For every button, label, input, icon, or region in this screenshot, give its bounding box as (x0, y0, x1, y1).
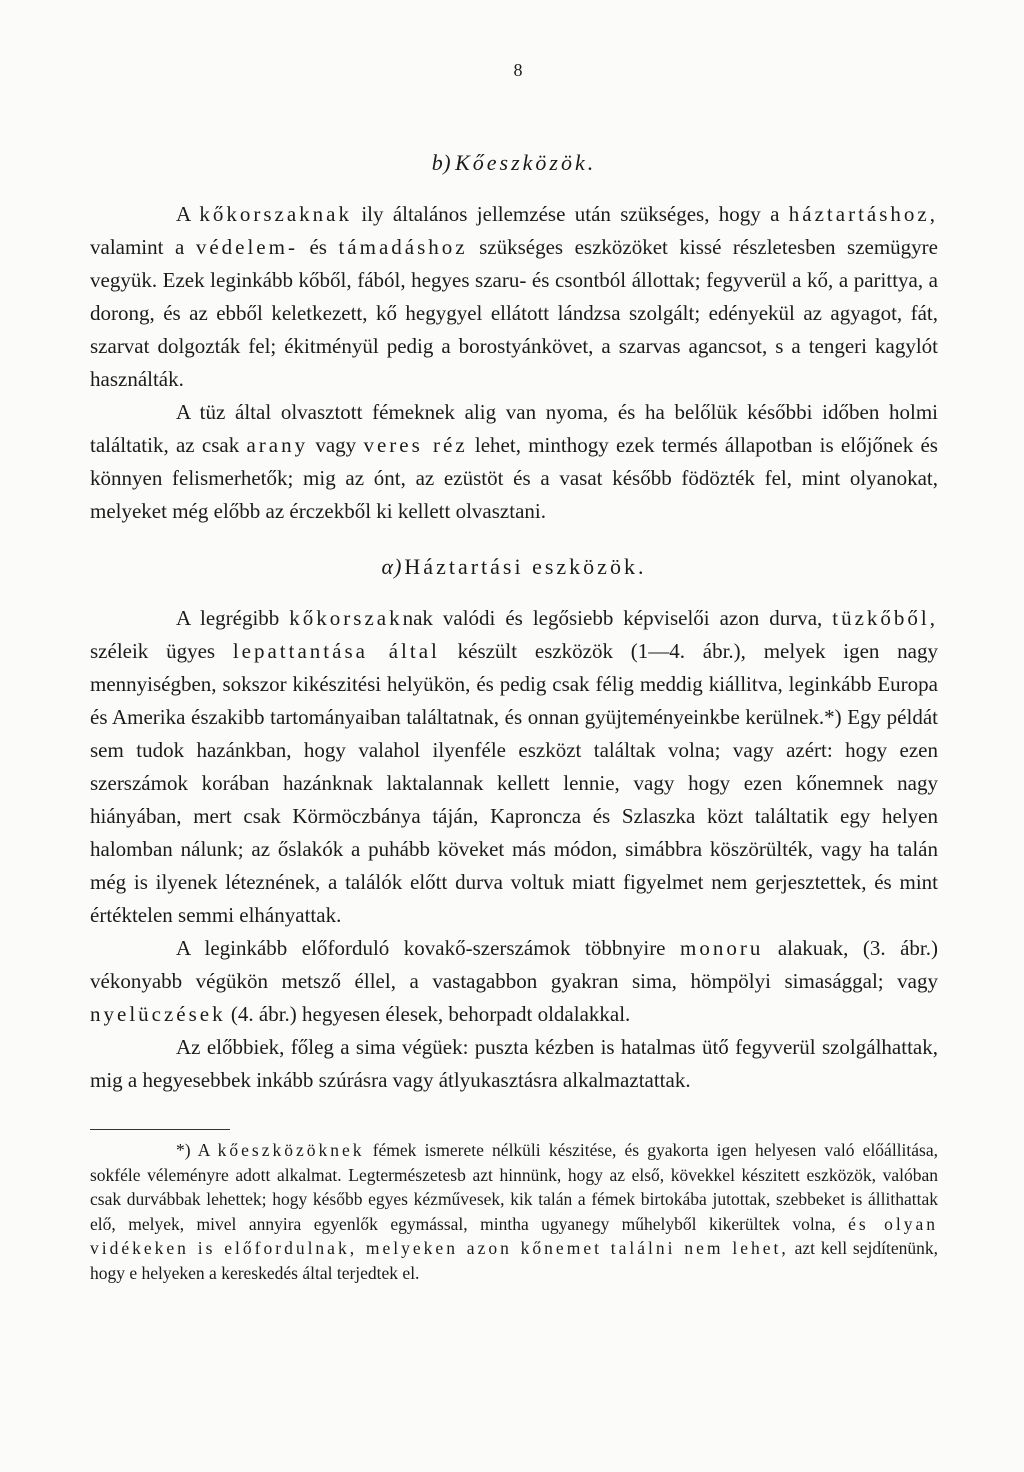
spaced-word: nyelüczések (90, 1002, 226, 1026)
spaced-word: támadáshoz (338, 235, 468, 259)
spaced-word: védelem- (195, 235, 298, 259)
section-heading-title: Kőeszközök. (455, 150, 597, 175)
paragraph-2: A tüz által olvasztott fémeknek alig van nyoma, és ha belőlük későbbi időben holmi találtatik, az csak arany vagy veres réz lehet, minthogy ezek termés állapotban is előjőnek és könnyen felismerhetők; mig az ónt, az ezüstöt és a vasat később födözték fel, mint olyanokat, melyeket még előbb az érczekből ki kellett olvasztani. (90, 400, 938, 523)
spaced-word: tüzkőből, (832, 606, 939, 630)
paragraph-5: Az előbbiek, főleg a sima végüek: puszta kézben is hatalmas ütő fegyverül szolgálhattak, mig a hegyesebbek inkább szúrásra vagy átlyukasztásra alkalmaztattak. (90, 1035, 938, 1092)
footnote (90, 1138, 938, 1285)
paragraph-1: A kőkorszaknak ily általános jellemzése után szükséges, hogy a háztartáshoz, valamint a védelem- és támadáshoz szükséges eszközöket kissé részletesben szemügyre vegyük. Ezek leginkább kőből, fából, hegyes szaru- és csontból állottak; fegyverül a kő, a parittya, a dorong, és az ebből keletkezett, kő hegygyel ellátott lándzsa szolgált; edényekül az agyagot, fát, szarvat dolgozták fel; ékitményül pedig a borostyánkövet, a szarvas agancsot, s a tengeri kagylót használták. (90, 202, 938, 391)
spaced-word: veres réz (363, 433, 468, 457)
spaced-word: arany (246, 433, 309, 457)
sub-heading-label: α) (381, 554, 403, 579)
spaced-word: lepattantása által (232, 639, 440, 663)
sub-heading (90, 554, 938, 580)
spaced-word: és olyan vidékeken is előfordulnak, melyeken azon kőnemet találni nem lehet, (90, 1213, 938, 1258)
paragraph-4: A leginkább előforduló kovakő-szerszámok többnyire monoru alakuak, (3. ábr.) vékonyabb végükön metsző éllel, a vastagabbon gyakran sima, hömpölyi simasággal; vagy nyelüczések (4. ábr.) hegyesen élesek, behorpadt oldalakkal. (90, 936, 938, 1026)
sub-heading-title: Háztartási eszközök. (404, 554, 647, 579)
spaced-word: monoru (680, 936, 764, 960)
footnote-divider (90, 1129, 230, 1130)
spaced-word: kőkorszak (289, 606, 403, 630)
paragraph-3: A legrégibb kőkorszaknak valódi és legősiebb képviselői azon durva, tüzkőből, széleik ügyes lepattantása által készült eszközök (1—4. ábr.), melyek igen nagy mennyiségben, sokszor kikészitési helyükön, és pedig csak félig meddig kiállitva, leginkább Europa és Amerika északibb tartományaiban találtatnak, és onnan gyüjteményeinkbe kerülnek.*) Egy példát sem tudok hazánkban, hogy valahol ilyenféle eszközt találtak volna; vagy azért: hogy ezen szerszámok korában hazánknak laktalannak kellett lennie, vagy hogy ezen kőnemnek nagy hiányában, mert csak Körmöczbánya táján, Kaproncza és Szlaszka közt találtatik egy helyen halomban nálunk; az őslakók a puhább köveket más módon, simábbra köszörülték, vagy ha talán még is ilyenek léteznének, a találók előtt durva voltuk miatt figyelmet nem gerjesztettek, és mint értéktelen semmi elhányattak. (90, 606, 939, 927)
spaced-word: kőeszközöknek (217, 1140, 365, 1160)
spaced-word: háztartáshoz, (788, 202, 938, 226)
main-text (90, 150, 938, 1097)
section-heading (90, 150, 938, 176)
section-heading-label: b) (431, 150, 452, 175)
page-number: 8 (513, 60, 523, 80)
spaced-word: kőkorszaknak (199, 202, 352, 226)
footnote-text: *) A kőeszközöknek fémek ismerete nélküli készitése, és gyakorta igen helyesen való előállitása, sokféle véleményre adott alkalmat. Legtermészetesb azt hinnünk, hogy az első, kövekkel készitett eszközök, valóban csak durvábbak lehettek; hogy később egyes kézművesek, kik talán a fémek birtokába jutottak, szebbeket is állithattak elő, melyek, mivel annyira egyenlők egymással, mintha ugyanegy műhelyből kikerültek volna, és olyan vidékeken is előfordulnak, melyeken azon kőnemet találni nem lehet, azt kell sejdítenünk, hogy e helyeken a kereskedés által terjedtek el. (90, 1140, 938, 1283)
